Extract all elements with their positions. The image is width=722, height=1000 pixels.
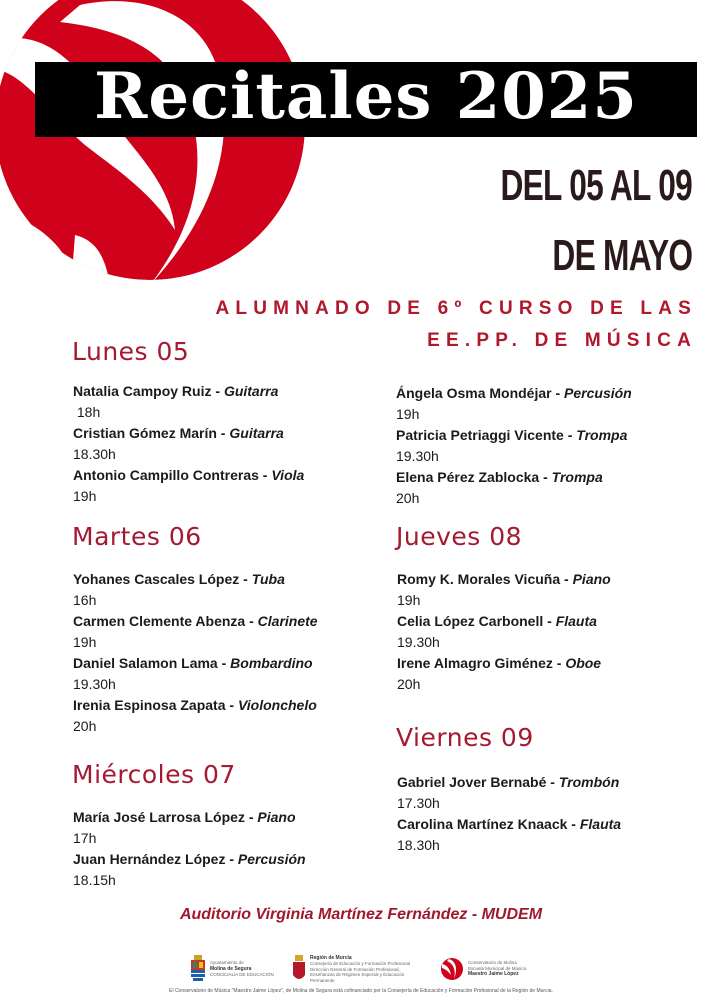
recital-entry: Elena Pérez Zablocka - Trompa 20h [396,467,632,509]
instrument: Flauta [579,816,622,832]
recital-time: 18.30h [73,446,116,462]
logo-region-murcia: Región de Murcia Consejería de Educación y Formación Profesional Dirección General de Formación Profesional, Enseñanzas de Régimen Especial y Educación Permanente [292,955,420,983]
recital-entry: Daniel Salamon Lama - Bombardino 19.30h [73,653,318,695]
instrument: Tuba [251,571,285,587]
recital-entry: Celia López Carbonell - Flauta 19.30h [397,611,611,653]
recital-entry: Yohanes Cascales López - Tuba 16h [73,569,318,611]
recital-entry: Juan Hernández López - Percusión 18.15h [73,849,306,891]
recital-time: 20h [73,718,97,734]
performer-name: Romy K. Morales Vicuña [397,571,561,587]
subtitle-line-2: EE.PP. DE MÚSICA [427,330,697,351]
performer-name: Elena Pérez Zablocka [396,469,540,485]
molina-coat-of-arms-icon [190,955,206,983]
recital-time: 19.30h [397,634,440,650]
day-heading-martes: Martes 06 [72,522,202,551]
logo-ayuntamiento-molina: Ayuntamiento de Molina de Segura CONCEJALÍA DE EDUCACIÓN [190,955,274,983]
recital-time: 19h [397,592,421,608]
recital-entry: Patricia Petriaggi Vicente - Trompa 19.30h [396,425,632,467]
recital-time: 20h [396,490,420,506]
instrument: Flauta [555,613,597,629]
performer-name: Antonio Campillo Contreras [73,467,259,483]
instrument: Percusión [237,851,306,867]
date-range: DEL 05 AL 09 [500,161,692,210]
entries-martes [73,569,318,737]
performer-name: Patricia Petriaggi Vicente [396,427,564,443]
recital-time: 19h [396,406,420,422]
recital-time: 18.30h [397,837,440,853]
sponsor-logos [0,955,722,983]
instrument: Trompa [551,469,603,485]
recital-time: 18h [73,404,101,420]
entries-miercoles [73,807,306,891]
performer-name: Carolina Martínez Knaack [397,816,568,832]
recital-entry: Antonio Campillo Contreras - Viola 19h [73,465,304,507]
instrument: Percusión [564,385,632,401]
poster-title: Recitales 2025 [94,59,638,134]
recital-entry: Irene Almagro Giménez - Oboe 20h [397,653,611,695]
recital-time: 19h [73,488,97,504]
recital-entry: Cristian Gómez Marín - Guitarra 18.30h [73,423,304,465]
instrument: Bombardino [230,655,313,671]
recital-time: 16h [73,592,97,608]
performer-name: Carmen Clemente Abenza [73,613,246,629]
day-heading-miercoles: Miércoles 07 [72,760,236,789]
performer-name: Ángela Osma Mondéjar [396,385,552,401]
recital-time: 19.30h [73,676,116,692]
performer-name: María José Larrosa López [73,809,245,825]
instrument: Guitarra [223,383,279,399]
performer-name: Irenia Espinosa Zapata [73,697,226,713]
entries-lunes [73,381,304,507]
entries-jueves [397,569,611,695]
conservatorio-logo-icon [440,957,464,981]
performer-name: Natalia Campoy Ruiz [73,383,212,399]
recital-time: 17.30h [397,795,440,811]
performer-name: Gabriel Jover Bernabé [397,774,547,790]
recital-entry: Ángela Osma Mondéjar - Percusión 19h [396,383,632,425]
recital-time: 18.15h [73,872,116,888]
logo-conservatorio: Conservatorio de Molina Escuela Municipal de Música Maestro Jaime López [440,955,526,983]
instrument: Viola [271,467,305,483]
recital-entry: María José Larrosa López - Piano 17h [73,807,306,849]
venue-label: Auditorio Virginia Martínez Fernández - MUDEM [179,906,543,923]
entries-viernes [397,772,621,856]
instrument: Guitarra [229,425,284,441]
performer-name: Celia López Carbonell [397,613,544,629]
subtitle-line-1: ALUMNADO DE 6º CURSO DE LAS [215,298,697,319]
funding-footnote: El Conservatorio de Música "Maestro Jaime López", de Molina de Segura está cofinanciado por la Consejería de Educación y Formación Profesional de la Región de Murcia. [169,988,553,994]
instrument: Clarinete [257,613,318,629]
instrument: Piano [257,809,296,825]
murcia-coat-of-arms-icon [292,955,306,983]
recital-time: 19.30h [396,448,439,464]
performer-name: Yohanes Cascales López [73,571,240,587]
performer-name: Irene Almagro Giménez [397,655,553,671]
instrument: Violonchelo [237,697,317,713]
recital-time: 20h [397,676,421,692]
instrument: Trombón [558,774,620,790]
instrument: Trompa [576,427,628,443]
recital-entry: Carolina Martínez Knaack - Flauta 18.30h [397,814,621,856]
recital-entry: Natalia Campoy Ruiz - Guitarra 18h [73,381,304,423]
date-month: DE MAYO [552,231,692,280]
day-heading-lunes: Lunes 05 [72,337,190,366]
instrument: Oboe [565,655,602,671]
conservatorio-swoosh-logo-icon [0,0,310,300]
recital-entry: Gabriel Jover Bernabé - Trombón 17.30h [397,772,621,814]
day-heading-viernes: Viernes 09 [396,723,534,752]
performer-name: Juan Hernández López [73,851,226,867]
performer-name: Cristian Gómez Marín [73,425,217,441]
recital-entry: Romy K. Morales Vicuña - Piano 19h [397,569,611,611]
instrument: Piano [572,571,611,587]
performer-name: Daniel Salamon Lama [73,655,218,671]
recital-time: 19h [73,634,97,650]
day-heading-jueves: Jueves 08 [396,522,523,551]
recital-time: 17h [73,830,97,846]
recital-entry: Irenia Espinosa Zapata - Violonchelo 20h [73,695,318,737]
entries-lunes-continued [396,383,632,509]
recital-entry: Carmen Clemente Abenza - Clarinete 19h [73,611,318,653]
